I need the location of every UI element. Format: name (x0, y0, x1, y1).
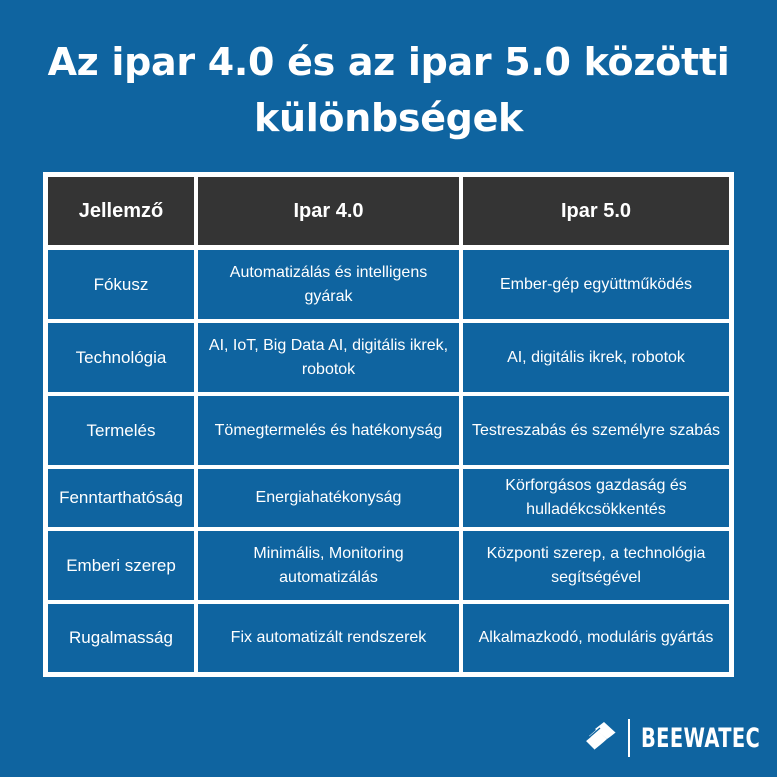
brand-divider (628, 719, 630, 757)
table-cell: Központi szerep, a technológia segítségével (463, 531, 729, 600)
row-label-flexibility: Rugalmasság (48, 604, 194, 672)
table-cell: Automatizálás és intelligens gyárak (198, 250, 459, 319)
table-cell: Ember-gép együttműködés (463, 250, 729, 319)
row-label-focus: Fókusz (48, 250, 194, 319)
row-label-production: Termelés (48, 396, 194, 465)
row-label-sustainability: Fenntarthatóság (48, 469, 194, 527)
brand-logo (583, 716, 777, 760)
table-cell: AI, IoT, Big Data AI, digitális ikrek, robotok (198, 323, 459, 392)
page-title: Az ipar 4.0 és az ipar 5.0 közötti különbségek (47, 40, 730, 140)
table-cell: AI, digitális ikrek, robotok (463, 323, 729, 392)
header-industry-5: Ipar 5.0 (463, 177, 729, 245)
comparison-table (43, 172, 734, 677)
table-cell: Energiahatékonyság (198, 469, 459, 527)
row-label-human-role: Emberi szerep (48, 531, 194, 600)
header-industry-4: Ipar 4.0 (198, 177, 459, 245)
row-label-technology: Technológia (48, 323, 194, 392)
beewatec-logo-icon (583, 720, 619, 756)
table-cell: Alkalmazkodó, moduláris gyártás (463, 604, 729, 672)
header-feature: Jellemző (48, 177, 194, 245)
table-cell: Minimális, Monitoring automatizálás (198, 531, 459, 600)
table-cell: Fix automatizált rendszerek (198, 604, 459, 672)
table-cell: Körforgásos gazdaság és hulladékcsökkentés (463, 469, 729, 527)
table-cell: Testreszabás és személyre szabás (463, 396, 729, 465)
brand-name: BEEWATEC (641, 722, 761, 754)
table-cell: Tömegtermelés és hatékonyság (198, 396, 459, 465)
